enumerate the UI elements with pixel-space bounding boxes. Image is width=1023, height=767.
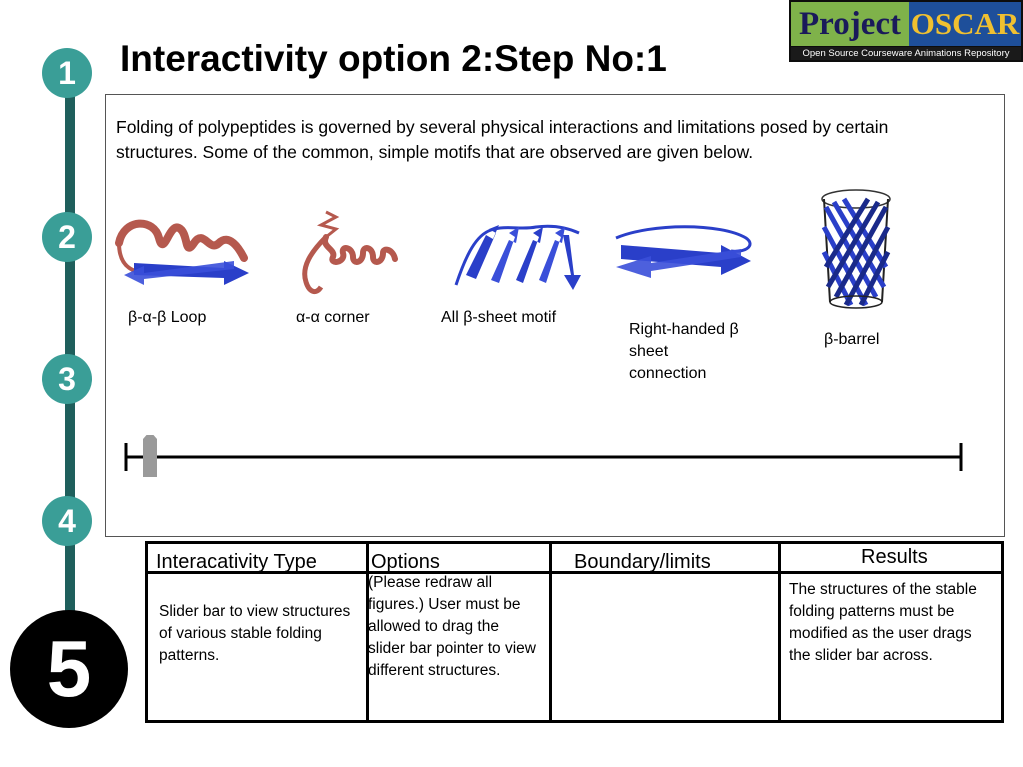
- step-2-button[interactable]: 2: [42, 212, 92, 262]
- cell-options: (Please redraw all figures.) User must be allowed to drag the slider bar pointer to view different structures.: [368, 574, 536, 679]
- motif-label-alpha-alpha-corner: α-α corner: [296, 309, 370, 326]
- motif-label-beta-alpha-beta-loop: β-α-β Loop: [128, 309, 207, 326]
- motif-slider[interactable]: [121, 435, 966, 480]
- slider-handle-tip[interactable]: [143, 435, 157, 439]
- logo-project-text: Project: [791, 2, 909, 46]
- step-5-button[interactable]: 5: [10, 610, 128, 728]
- step-4-button[interactable]: 4: [42, 496, 92, 546]
- beta-barrel-image: [816, 187, 896, 312]
- content-panel: [105, 94, 1005, 537]
- page-title: Interactivity option 2:Step No:1: [120, 38, 667, 79]
- cell-interactivity-type: Slider bar to view structures of various stable folding patterns.: [159, 603, 351, 664]
- header-results: Results: [861, 546, 928, 568]
- motif-label-right-handed-beta-sheet: Right-handed β sheet connection: [629, 321, 739, 382]
- header-boundary-limits: Boundary/limits: [574, 551, 711, 573]
- right-handed-beta-sheet-image: [611, 223, 756, 283]
- motif-label-all-beta-sheet: All β-sheet motif: [441, 309, 557, 326]
- beta-alpha-beta-loop-image: [114, 213, 254, 293]
- slider-handle[interactable]: [143, 439, 157, 477]
- all-beta-sheet-motif-image: [451, 215, 586, 295]
- intro-text: Folding of polypeptides is governed by several physical interactions and limitations posed by certain structures. Some of the common, simple motifs that are observed are given below.: [116, 117, 889, 162]
- spec-table: [145, 541, 1004, 723]
- project-oscar-logo: [789, 0, 1023, 62]
- header-interactivity-type: Interacativity Type: [156, 551, 317, 573]
- logo-oscar-text: OSCAR: [909, 2, 1021, 46]
- motif-label-beta-barrel: β-barrel: [824, 331, 880, 348]
- cell-results: The structures of the stable folding patterns must be modified as the user drags the slider bar across.: [789, 581, 977, 664]
- step-3-button[interactable]: 3: [42, 354, 92, 404]
- step-1-button[interactable]: 1: [42, 48, 92, 98]
- header-options: Options: [371, 551, 440, 573]
- alpha-alpha-corner-image: [291, 207, 411, 302]
- logo-subtitle: Open Source Courseware Animations Repository: [791, 47, 1021, 60]
